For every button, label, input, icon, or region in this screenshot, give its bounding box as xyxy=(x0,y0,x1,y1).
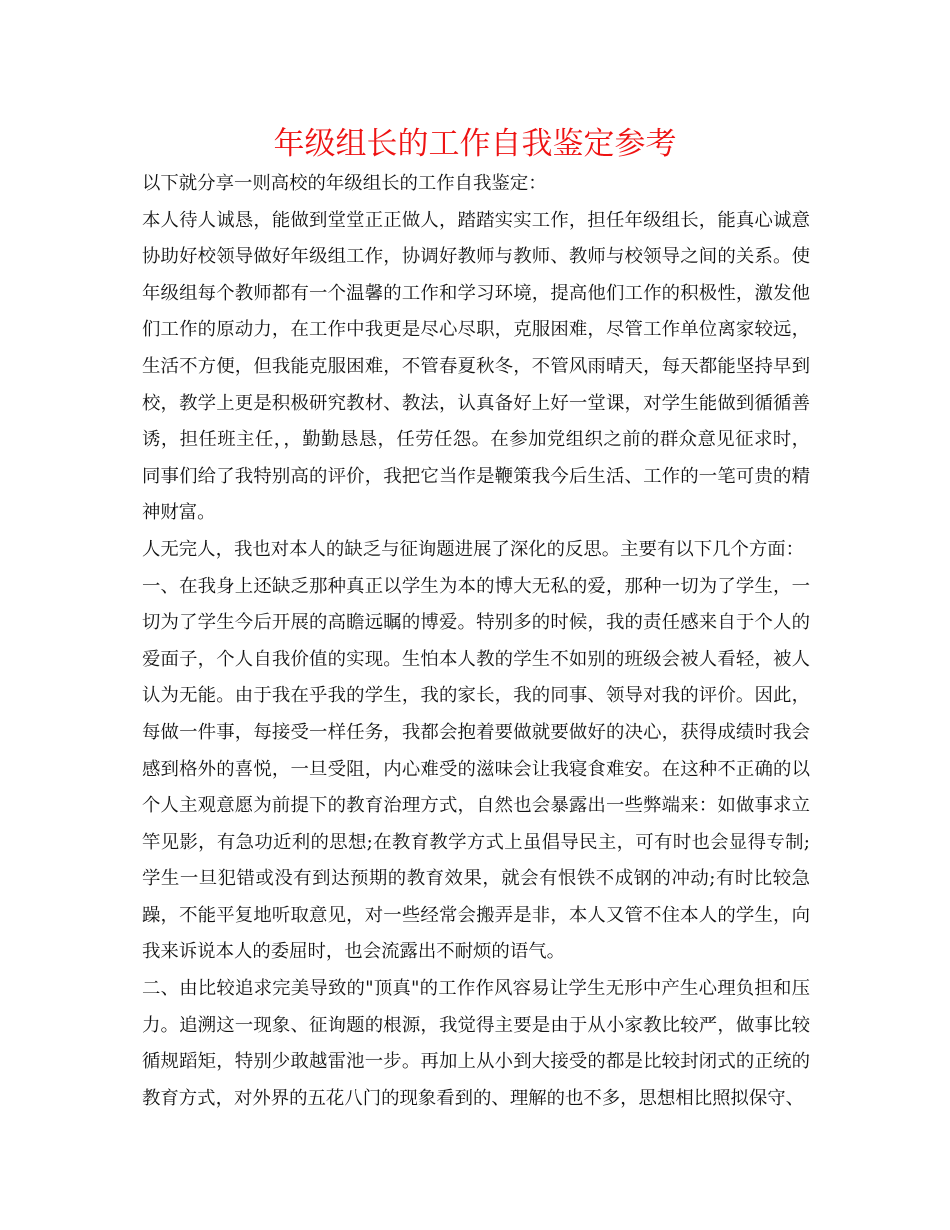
paragraph-point-one: 一、在我身上还缺乏那种真正以学生为本的博大无私的爱，那种一切为了学生，一切为了学生今后开展的高瞻远瞩的博爱。特别多的时候，我的责任感来自于个人的爱面子，个人自我价值的实现。生怕本人教的学生不如别的班级会被人看轻，被人认为无能。由于我在乎我的学生，我的家长，我的同事、领导对我的评价。因此，每做一件事，每接受一样任务，我都会抱着要做就要做好的决心，获得成绩时我会感到格外的喜悦，一旦受阻，内心难受的滋味会让我寝食难安。在这种不正确的以个人主观意愿为前提下的教育治理方式，自然也会暴露出一些弊端来：如做事求立竿见影，有急功近利的思想;在教育教学方式上虽倡导民主，可有时也会显得专制;学生一旦犯错或没有到达预期的教育效果，就会有恨铁不成钢的冲动;有时比较急躁，不能平复地听取意见，对一些经常会搬弄是非，本人又管不住本人的学生，向我来诉说本人的委屈时，也会流露出不耐烦的语气。 xyxy=(142,575,810,963)
paragraph-self-evaluation: 本人待人诚恳，能做到堂堂正正做人，踏踏实实工作，担任年级组长，能真心诚意协助好校领导做好年级组工作，协调好教师与教师、教师与校领导之间的关系。使年级组每个教师都有一个温馨的工作和学习环境，提高他们工作的积极性，激发他们工作的原动力，在工作中我更是尽心尽职，克服困难，尽管工作单位离家较远，生活不方便，但我能克服困难，不管春夏秋冬，不管风雨晴天，每天都能坚持早到校，教学上更是积极研究教材、教法，认真备好上好一堂课，对学生能做到循循善诱，担任班主任，，勤勤恳恳，任劳任怨。在参加党组织之前的群众意见征求时，同事们给了我特别高的评价，我把它当作是鞭策我今后生活、工作的一笔可贵的精神财富。 xyxy=(142,209,810,524)
paragraph-reflection-intro: 人无完人，我也对本人的缺乏与征询题进展了深化的反思。主要有以下几个方面： xyxy=(142,538,805,560)
paragraph-intro: 以下就分享一则高校的年级组长的工作自我鉴定： xyxy=(142,173,547,194)
document-title: 年级组长的工作自我鉴定参考 xyxy=(273,126,677,162)
paragraph-point-two: 二、由比较追求完美导致的"顶真"的工作作风容易让学生无形中产生心理负担和压力。追溯这一现象、征询题的根源，我觉得主要是由于从小家教比较严，做事比较循规蹈矩，特别少敢越雷池一步。再加上从小到大接受的都是比较封闭式的正统的教育方式，对外界的五花八门的现象看到的、理解的也不多，思想相比照拟保守、 xyxy=(142,978,810,1109)
document-body xyxy=(142,166,810,1117)
